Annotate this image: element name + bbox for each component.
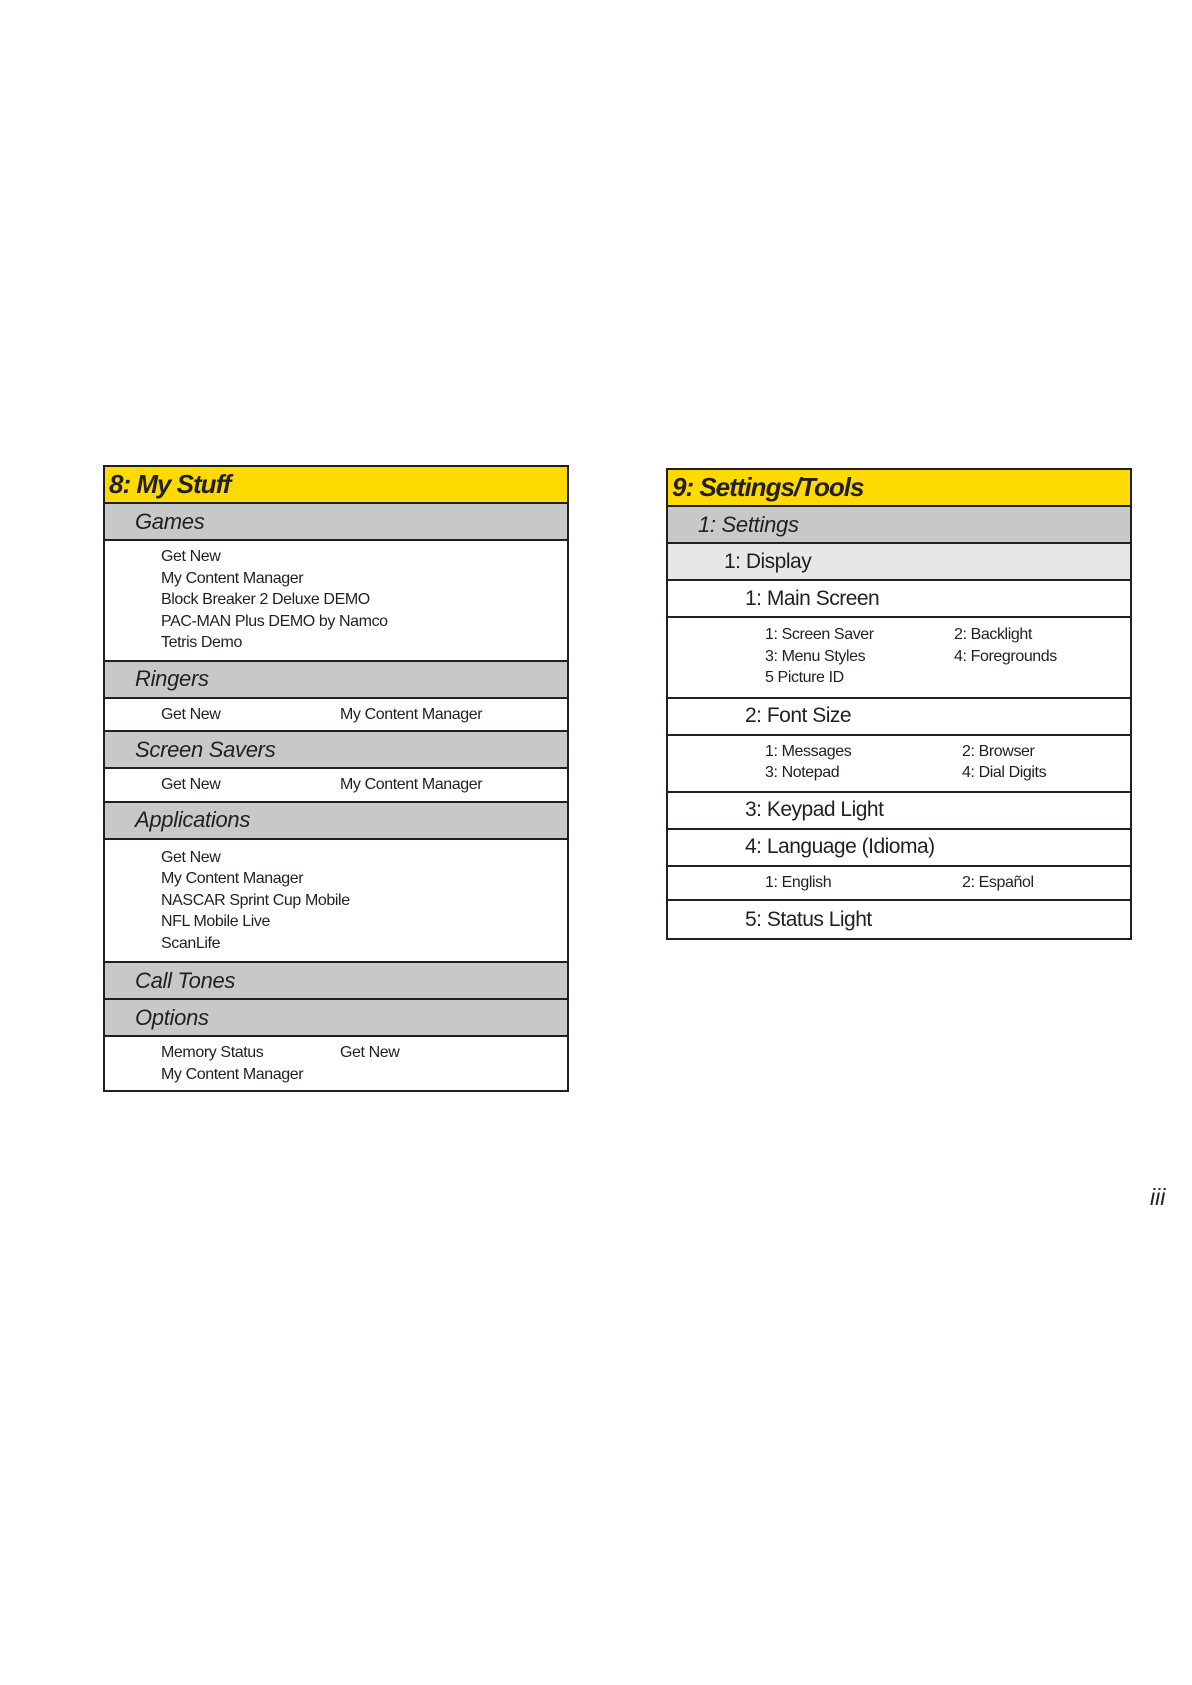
section-items-screen-savers bbox=[105, 769, 567, 803]
section-header-font-size bbox=[668, 699, 1130, 736]
list-item: My Content Manager bbox=[161, 870, 304, 887]
section-header-screen-savers bbox=[105, 732, 567, 769]
section-header-language bbox=[668, 830, 1130, 867]
section-header-ringers bbox=[105, 662, 567, 699]
section-items-options bbox=[105, 1037, 567, 1090]
settings-tools-title: 9: Settings/Tools bbox=[672, 472, 864, 502]
list-item: 1: English 2: Español bbox=[765, 873, 1034, 891]
display-level2-header bbox=[668, 544, 1130, 581]
list-item: 5 Picture ID bbox=[765, 669, 844, 686]
section-items-applications bbox=[105, 840, 567, 964]
section-header-applications bbox=[105, 803, 567, 840]
page-number: iii bbox=[1150, 1184, 1166, 1210]
section-header-status-light bbox=[668, 901, 1130, 938]
section-title-keypad-light: 3: Keypad Light bbox=[745, 798, 884, 821]
list-item: Get New My Content Manager bbox=[161, 776, 483, 793]
my-stuff-title: 8: My Stuff bbox=[109, 469, 231, 499]
section-title-main-screen: 1: Main Screen bbox=[745, 586, 880, 610]
list-item: Memory Status Get New bbox=[161, 1044, 400, 1061]
section-items-font-size bbox=[668, 736, 1130, 793]
list-item: My Content Manager bbox=[161, 1065, 304, 1083]
list-item: Get New bbox=[161, 548, 221, 565]
list-item: Tetris Demo bbox=[161, 634, 242, 651]
list-item: Get New My Content Manager bbox=[161, 705, 483, 723]
section-title-options: Options bbox=[135, 1004, 209, 1030]
section-title-call-tones: Call Tones bbox=[135, 967, 236, 993]
section-items-ringers bbox=[105, 699, 567, 733]
section-title-language: 4: Language (Idioma) bbox=[745, 835, 935, 858]
section-title-games: Games bbox=[135, 508, 205, 534]
list-item: 3: Notepad 4: Dial Digits bbox=[765, 764, 1047, 781]
display-level2-title: 1: Display bbox=[724, 549, 812, 573]
list-item: Get New bbox=[161, 848, 221, 866]
settings-level1-header bbox=[668, 507, 1130, 544]
list-item: 1: Screen Saver 2: Backlight bbox=[765, 626, 1032, 643]
list-item: NASCAR Sprint Cup Mobile bbox=[161, 891, 350, 909]
list-item: 3: Menu Styles 4: Foregrounds bbox=[765, 647, 1057, 665]
settings-tools-menu-box bbox=[666, 468, 1132, 940]
section-title-applications: Applications bbox=[135, 807, 251, 832]
settings-level1-title: 1: Settings bbox=[698, 511, 799, 537]
settings-tools-title-bar bbox=[668, 470, 1130, 507]
list-item: NFL Mobile Live bbox=[161, 913, 271, 930]
section-title-status-light: 5: Status Light bbox=[745, 907, 872, 931]
list-item: 1: Messages 2: Browser bbox=[765, 742, 1035, 760]
list-item: PAC-MAN Plus DEMO by Namco bbox=[161, 612, 388, 630]
list-item: ScanLife bbox=[161, 934, 221, 952]
section-items-language bbox=[668, 867, 1130, 902]
my-stuff-title-bar bbox=[105, 467, 567, 504]
section-header-main-screen bbox=[668, 581, 1130, 618]
my-stuff-menu-box bbox=[103, 465, 569, 1092]
list-item: My Content Manager bbox=[161, 569, 304, 587]
section-title-screen-savers: Screen Savers bbox=[135, 736, 276, 762]
section-header-call-tones bbox=[105, 963, 567, 1000]
section-header-games bbox=[105, 504, 567, 541]
section-items-main-screen bbox=[668, 618, 1130, 699]
section-title-font-size: 2: Font Size bbox=[745, 704, 852, 727]
list-item: Block Breaker 2 Deluxe DEMO bbox=[161, 591, 370, 608]
section-title-ringers: Ringers bbox=[135, 666, 209, 691]
section-items-games bbox=[105, 541, 567, 662]
section-header-keypad-light bbox=[668, 793, 1130, 830]
section-header-options bbox=[105, 1000, 567, 1037]
